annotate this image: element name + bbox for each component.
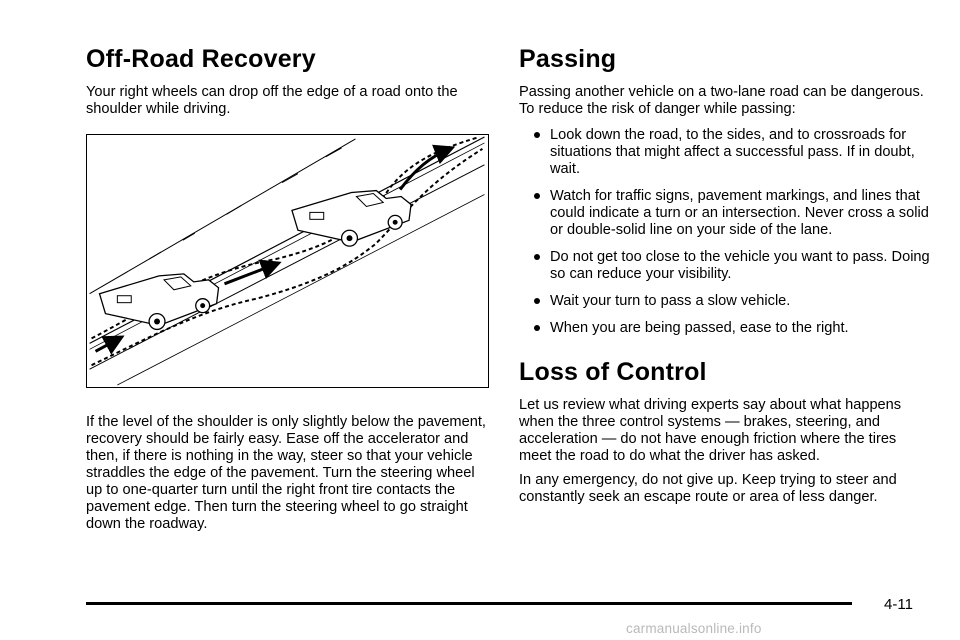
bullet-dot-icon <box>534 132 540 138</box>
track-right-wheels <box>92 149 483 365</box>
off-road-recovery-illustration <box>86 134 489 388</box>
bullet-dot-icon <box>534 298 540 304</box>
truck-rear <box>99 274 218 330</box>
bullet-dot-icon <box>534 254 540 260</box>
loss-of-control-title: Loss of Control <box>519 358 707 386</box>
bullet-item <box>519 188 931 239</box>
bullet-text: When you are being passed, ease to the right. <box>550 320 849 336</box>
passing-intro: Passing another vehicle on a two-lane road can be dangerous. To reduce the risk of danger while passing: <box>519 84 924 117</box>
arrow-2 <box>225 264 277 284</box>
watermark: carmanualsonline.info <box>626 621 762 636</box>
illustration-svg <box>87 135 488 387</box>
loss-of-control-p1: Let us review what driving experts say about what happens when the three control systems — brakes, steering, and acceleration — do not have enough friction where the tires meet the road to do what the driver has asked. <box>519 397 902 464</box>
footer-rule <box>86 602 852 605</box>
bullet-dot-icon <box>534 325 540 331</box>
truck-front <box>292 191 411 247</box>
bullet-item <box>519 127 931 178</box>
page-number: 4-11 <box>884 596 913 613</box>
loss-of-control-p2: In any emergency, do not give up. Keep trying to steer and constantly seek an escape route or area of less danger. <box>519 472 897 505</box>
off-road-body: If the level of the shoulder is only slightly below the pavement, recovery should be fairly easy. Ease off the accelerator and then, if there is nothing in the way, steer so that your vehicle straddles the edge of the pavement. Turn the steering wheel up to one-quarter turn until the right front tire contacts the pavement edge. Then turn the steering wheel to go straight down the roadway. <box>86 414 486 532</box>
passing-title: Passing <box>519 45 617 73</box>
bullet-dot-icon <box>534 193 540 199</box>
right-column <box>519 44 931 513</box>
bullet-text: Wait your turn to pass a slow vehicle. <box>550 293 791 309</box>
off-road-recovery-title: Off-Road Recovery <box>86 45 316 73</box>
bullet-text: Look down the road, to the sides, and to crossroads for situations that might affect a successful pass. If in doubt, wait. <box>550 127 915 177</box>
bullet-text: Do not get too close to the vehicle you want to pass. Doing so can reduce your visibility. <box>550 249 930 282</box>
bullet-item <box>519 249 931 283</box>
bullet-text: Watch for traffic signs, pavement markings, and lines that could indicate a turn or an intersection. Never cross a solid or double-solid line on your side of the lane. <box>550 188 929 238</box>
passing-bullet-list <box>519 127 931 337</box>
bullet-item <box>519 293 931 310</box>
left-column <box>86 44 490 540</box>
off-road-intro: Your right wheels can drop off the edge of a road onto the shoulder while driving. <box>86 84 458 117</box>
bullet-item <box>519 320 931 337</box>
